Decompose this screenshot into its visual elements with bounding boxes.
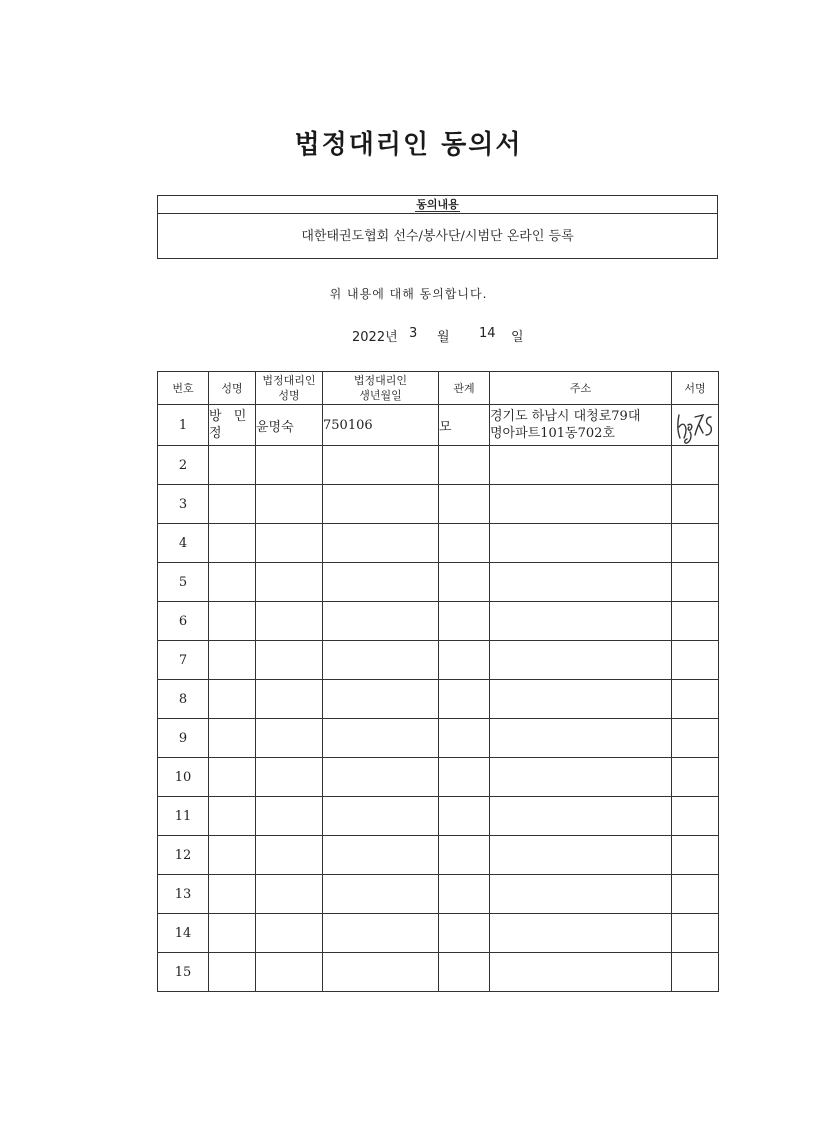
row-guardian-birth-cell (323, 953, 439, 992)
row-relation-cell (439, 953, 490, 992)
row-relation-cell: 모 (439, 405, 490, 446)
row-number-cell: 15 (158, 953, 209, 992)
row-guardian-birth-cell (323, 797, 439, 836)
row-guardian-name-cell (256, 914, 323, 953)
row-name-cell (209, 563, 256, 602)
table-row (158, 485, 719, 524)
row-relation-cell (439, 719, 490, 758)
row-address-cell (490, 641, 672, 680)
header-signature: 서명 (672, 372, 719, 405)
table-row (158, 524, 719, 563)
row-name-cell (209, 641, 256, 680)
row-name-cell (209, 524, 256, 563)
table-row (158, 680, 719, 719)
row-number-cell: 5 (158, 563, 209, 602)
row-name-cell (209, 719, 256, 758)
row-guardian-birth-cell (323, 836, 439, 875)
date-month: 3 (409, 326, 418, 341)
row-name-cell (209, 836, 256, 875)
row-guardian-name-cell (256, 446, 323, 485)
row-relation-cell (439, 446, 490, 485)
row-relation-cell (439, 797, 490, 836)
row-signature-cell (672, 524, 719, 563)
row-guardian-name-cell: 윤명숙 (256, 405, 323, 446)
date-month-unit: 월 (437, 330, 450, 345)
row-address-cell (490, 797, 672, 836)
row-guardian-name-cell (256, 602, 323, 641)
row-address-cell (490, 680, 672, 719)
date-year: 2022년 (352, 330, 398, 345)
row-number-cell: 11 (158, 797, 209, 836)
row-name-cell (209, 758, 256, 797)
row-guardian-birth-cell (323, 524, 439, 563)
row-number-cell: 13 (158, 875, 209, 914)
row-relation-cell (439, 641, 490, 680)
row-name-cell (209, 602, 256, 641)
row-signature-cell (672, 719, 719, 758)
row-signature-cell (672, 405, 719, 446)
row-relation-cell (439, 836, 490, 875)
header-relation: 관계 (439, 372, 490, 405)
table-row (158, 602, 719, 641)
row-name-cell (209, 485, 256, 524)
row-signature-cell (672, 953, 719, 992)
row-number-cell: 9 (158, 719, 209, 758)
date-day-unit: 일 (511, 330, 524, 345)
row-address-cell: 경기도 하남시 대청로79대 명아파트101동702호 (490, 405, 672, 446)
table-row (158, 758, 719, 797)
agreement-statement: 위 내용에 대해 동의합니다. (329, 287, 488, 301)
row-number-cell: 8 (158, 680, 209, 719)
row-relation-cell (439, 602, 490, 641)
row-address-cell (490, 563, 672, 602)
consent-content-box (157, 195, 718, 259)
row-address-cell (490, 446, 672, 485)
row-guardian-birth-cell (323, 758, 439, 797)
row-relation-cell (439, 875, 490, 914)
guardian-roster-table (157, 371, 719, 992)
row-number-cell: 2 (158, 446, 209, 485)
row-guardian-birth-cell (323, 602, 439, 641)
row-name-cell (209, 680, 256, 719)
row-relation-cell (439, 524, 490, 563)
table-row (158, 914, 719, 953)
row-number-cell: 4 (158, 524, 209, 563)
table-header-row (158, 372, 719, 405)
table-row (158, 446, 719, 485)
row-signature-cell (672, 836, 719, 875)
row-signature-cell (672, 758, 719, 797)
row-number-cell: 3 (158, 485, 209, 524)
row-number-cell: 7 (158, 641, 209, 680)
consent-heading: 동의내용 (416, 198, 459, 211)
header-no: 번호 (158, 372, 209, 405)
table-row (158, 797, 719, 836)
row-guardian-name-cell (256, 875, 323, 914)
row-number-cell: 10 (158, 758, 209, 797)
row-guardian-name-cell (256, 758, 323, 797)
row-relation-cell (439, 563, 490, 602)
row-address-cell (490, 485, 672, 524)
row-address-cell (490, 758, 672, 797)
row-signature-cell (672, 680, 719, 719)
table-row (158, 953, 719, 992)
row-guardian-birth-cell (323, 563, 439, 602)
header-guardian-name: 법정대리인 성명 (256, 372, 323, 405)
row-address-cell (490, 719, 672, 758)
row-name-cell (209, 875, 256, 914)
table-row (158, 641, 719, 680)
row-guardian-birth-cell (323, 446, 439, 485)
row-guardian-birth-cell (323, 719, 439, 758)
row-address-cell (490, 953, 672, 992)
row-name-cell (209, 953, 256, 992)
row-name-cell (209, 914, 256, 953)
row-number-cell: 1 (158, 405, 209, 446)
row-signature-cell (672, 563, 719, 602)
row-address-cell (490, 836, 672, 875)
table-row (158, 836, 719, 875)
table-row (158, 405, 719, 446)
table-row (158, 563, 719, 602)
row-guardian-name-cell (256, 641, 323, 680)
row-guardian-birth-cell (323, 641, 439, 680)
row-number-cell: 6 (158, 602, 209, 641)
row-relation-cell (439, 485, 490, 524)
row-guardian-birth-cell: 750106 (323, 405, 439, 446)
row-guardian-birth-cell (323, 680, 439, 719)
row-signature-cell (672, 875, 719, 914)
row-number-cell: 12 (158, 836, 209, 875)
consent-content: 대한태권도협회 선수/봉사단/시범단 온라인 등록 (301, 229, 574, 244)
row-name-cell (209, 446, 256, 485)
row-guardian-name-cell (256, 836, 323, 875)
row-signature-cell (672, 797, 719, 836)
row-guardian-name-cell (256, 953, 323, 992)
row-address-cell (490, 914, 672, 953)
document-title: 법정대리인 동의서 (294, 130, 523, 160)
row-guardian-name-cell (256, 485, 323, 524)
row-guardian-birth-cell (323, 875, 439, 914)
row-relation-cell (439, 680, 490, 719)
header-name: 성명 (209, 372, 256, 405)
row-address-cell (490, 875, 672, 914)
row-guardian-birth-cell (323, 485, 439, 524)
row-signature-cell (672, 914, 719, 953)
row-number-cell: 14 (158, 914, 209, 953)
table-row (158, 875, 719, 914)
row-relation-cell (439, 914, 490, 953)
row-guardian-name-cell (256, 680, 323, 719)
date-day: 14 (479, 326, 496, 341)
row-name-cell: 방 민 정 (209, 405, 256, 446)
row-relation-cell (439, 758, 490, 797)
header-address: 주소 (490, 372, 672, 405)
row-address-cell (490, 524, 672, 563)
row-name-cell (209, 797, 256, 836)
header-guardian-birth: 법정대리인 생년월일 (323, 372, 439, 405)
row-signature-cell (672, 602, 719, 641)
handwritten-signature (673, 405, 717, 445)
row-guardian-birth-cell (323, 914, 439, 953)
row-signature-cell (672, 641, 719, 680)
consent-heading-row (158, 196, 717, 214)
row-signature-cell (672, 446, 719, 485)
row-signature-cell (672, 485, 719, 524)
row-guardian-name-cell (256, 797, 323, 836)
row-guardian-name-cell (256, 563, 323, 602)
row-guardian-name-cell (256, 719, 323, 758)
row-address-cell (490, 602, 672, 641)
table-row (158, 719, 719, 758)
row-guardian-name-cell (256, 524, 323, 563)
